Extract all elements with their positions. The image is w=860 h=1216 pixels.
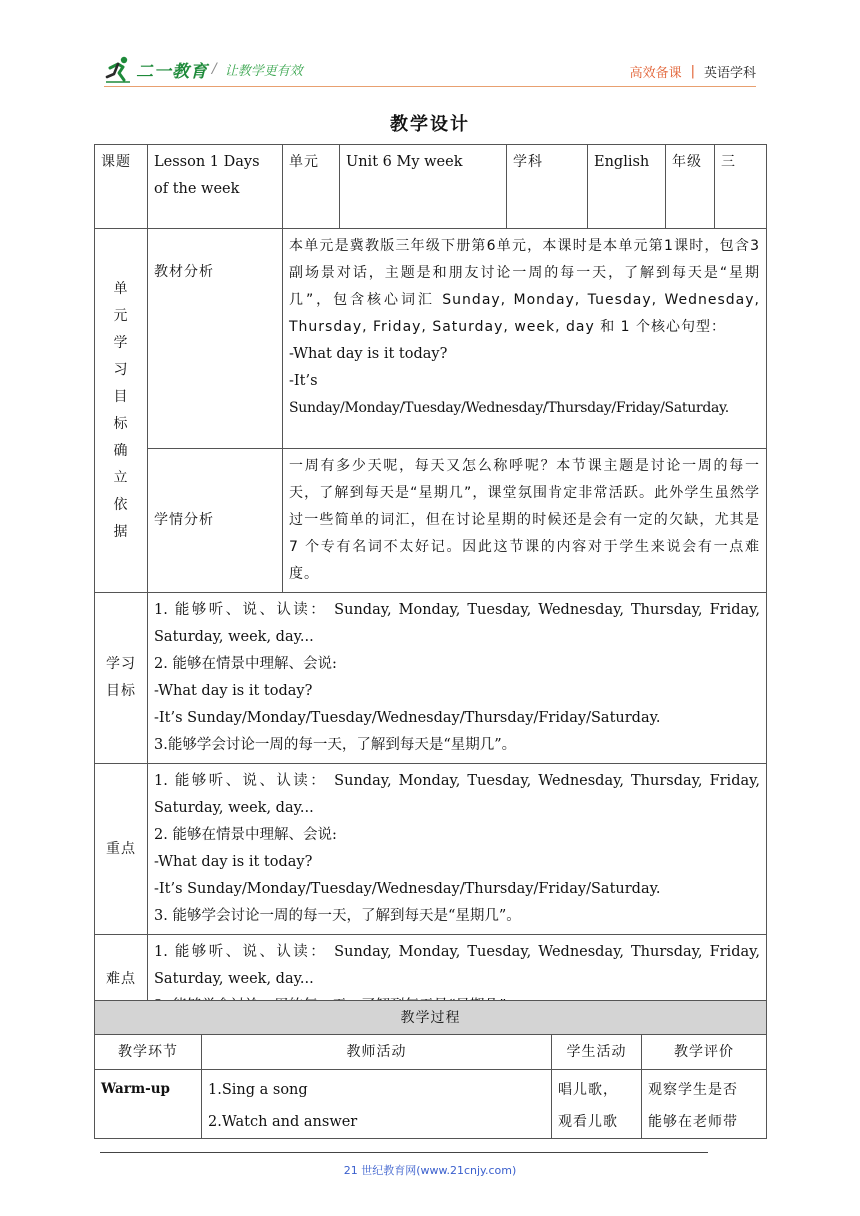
page-title: 教学设计	[390, 114, 470, 135]
header-tag-prep: 高效备课	[629, 66, 682, 81]
objectives-row	[95, 593, 767, 764]
col-teacher: 教师活动	[202, 1035, 552, 1070]
objective-5: 3.能够学会讨论一周的每一天，了解到每天是“星期几”。	[154, 737, 517, 753]
student-text: 一周有多少天呢，每天又怎么称呼呢？本节课主题是讨论一周的每一天，了解到每天是“星期几”，课堂氛围肯定非常活跃。此外学生虽然学过一些简单的词汇，但在讨论星期的时候还是会有一定的欠缺，尤其是 7 个专有名词不太好记。因此这节课的内容对于学生来说会有一点难度。	[283, 449, 767, 593]
key-point-3: -What day is it today?	[154, 854, 313, 870]
key-point-4: -It’s Sunday/Monday/Tuesday/Wednesday/Thursday/Friday/Saturday.	[154, 881, 661, 897]
process-heading-row	[95, 1001, 767, 1035]
material-answer-2: Sunday/Monday/Tuesday/Wednesday/Thursday/Friday/Saturday.	[289, 400, 729, 416]
student-activity-1: 唱儿歌，	[558, 1082, 618, 1098]
objective-3: -What day is it today?	[154, 683, 313, 699]
col-stage: 教学环节	[95, 1035, 202, 1070]
key-point-2: 2. 能够在情景中理解、会说:	[154, 827, 337, 843]
info-row	[95, 145, 767, 229]
grade-value: 三	[715, 145, 767, 229]
material-row	[95, 229, 767, 449]
difficulty-1: 1. 能够听、说、认读： Sunday, Monday, Tuesday, Wednesday, Thursday, Friday, Saturday, week, day...	[154, 944, 760, 987]
material-content	[283, 229, 767, 449]
lesson-value: Lesson 1 Days of the week	[148, 145, 283, 229]
material-question: -What day is it today?	[289, 346, 448, 362]
subject-value: English	[588, 145, 666, 229]
objective-4: -It’s Sunday/Monday/Tuesday/Wednesday/Thursday/Friday/Saturday.	[154, 710, 661, 726]
material-answer-1: -It’s	[289, 373, 318, 389]
unit-label: 单元	[283, 145, 340, 229]
slogan: 让教学更有效	[224, 63, 303, 79]
subject-label: 学科	[507, 145, 588, 229]
objectives-label: 学习目标	[95, 593, 148, 764]
key-point-1: 1. 能够听、说、认读： Sunday, Monday, Tuesday, Wednesday, Thursday, Friday, Saturday, week, day...	[154, 773, 760, 816]
header-divider	[104, 86, 756, 87]
warmup-row	[95, 1070, 767, 1139]
difficulties-label: 难点	[95, 935, 148, 1025]
col-student: 学生活动	[552, 1035, 642, 1070]
footer-text: 21 世纪教育网(www.21cnjy.com)	[343, 1164, 517, 1177]
key-points-content	[148, 764, 767, 935]
lesson-label: 课题	[95, 145, 148, 229]
logo-slash: /	[212, 61, 217, 77]
material-text: 本单元是冀教版三年级下册第6单元，本课时是本单元第1课时，包含3副场景对话，主题是和朋友讨论一周的每一天，了解到每天是“星期几”，包含核心词汇 Sunday, Monday, Tuesday, Wednesday, Thursday, Friday, Saturday, week, day 和 1 个核心句型：	[289, 238, 760, 335]
page-header	[104, 52, 756, 88]
header-separator: |	[690, 64, 695, 79]
key-points-label: 重点	[95, 764, 148, 935]
runner-icon	[104, 54, 134, 84]
student-cell	[552, 1070, 642, 1139]
process-heading: 教学过程	[95, 1001, 767, 1035]
header-tags	[630, 62, 756, 81]
student-row	[95, 449, 767, 593]
student-activity-2: 观看儿歌	[558, 1114, 618, 1130]
process-table	[94, 1000, 767, 1139]
design-table	[94, 144, 767, 1025]
teacher-cell	[202, 1070, 552, 1139]
grade-label: 年级	[666, 145, 715, 229]
objective-1: 1. 能够听、说、认读： Sunday, Monday, Tuesday, Wednesday, Thursday, Friday, Saturday, week, day...	[154, 602, 760, 645]
key-point-5: 3. 能够学会讨论一周的每一天，了解到每天是“星期几”。	[154, 908, 521, 924]
objective-2: 2. 能够在情景中理解、会说:	[154, 656, 337, 672]
brand-logo	[104, 52, 303, 86]
key-points-row	[95, 764, 767, 935]
eval-cell	[642, 1070, 767, 1139]
eval-text-1: 观察学生是否	[648, 1082, 738, 1098]
footer-divider	[100, 1152, 708, 1153]
header-tag-subject: 英语学科	[703, 66, 756, 81]
eval-text-2: 能够在老师带	[648, 1114, 738, 1130]
logo-text: 二一教育	[136, 61, 208, 82]
student-label: 学情分析	[148, 449, 283, 593]
teacher-activity-1: 1.Sing a song	[208, 1082, 308, 1098]
unit-value: Unit 6 My week	[340, 145, 507, 229]
col-eval: 教学评价	[642, 1035, 767, 1070]
stage-cell: Warm-up	[95, 1070, 202, 1139]
objectives-content	[148, 593, 767, 764]
basis-label: 单元学习目标确立依据	[95, 229, 148, 593]
process-columns-row	[95, 1035, 767, 1070]
material-label: 教材分析	[148, 229, 283, 449]
teacher-activity-2: 2.Watch and answer	[208, 1114, 358, 1130]
